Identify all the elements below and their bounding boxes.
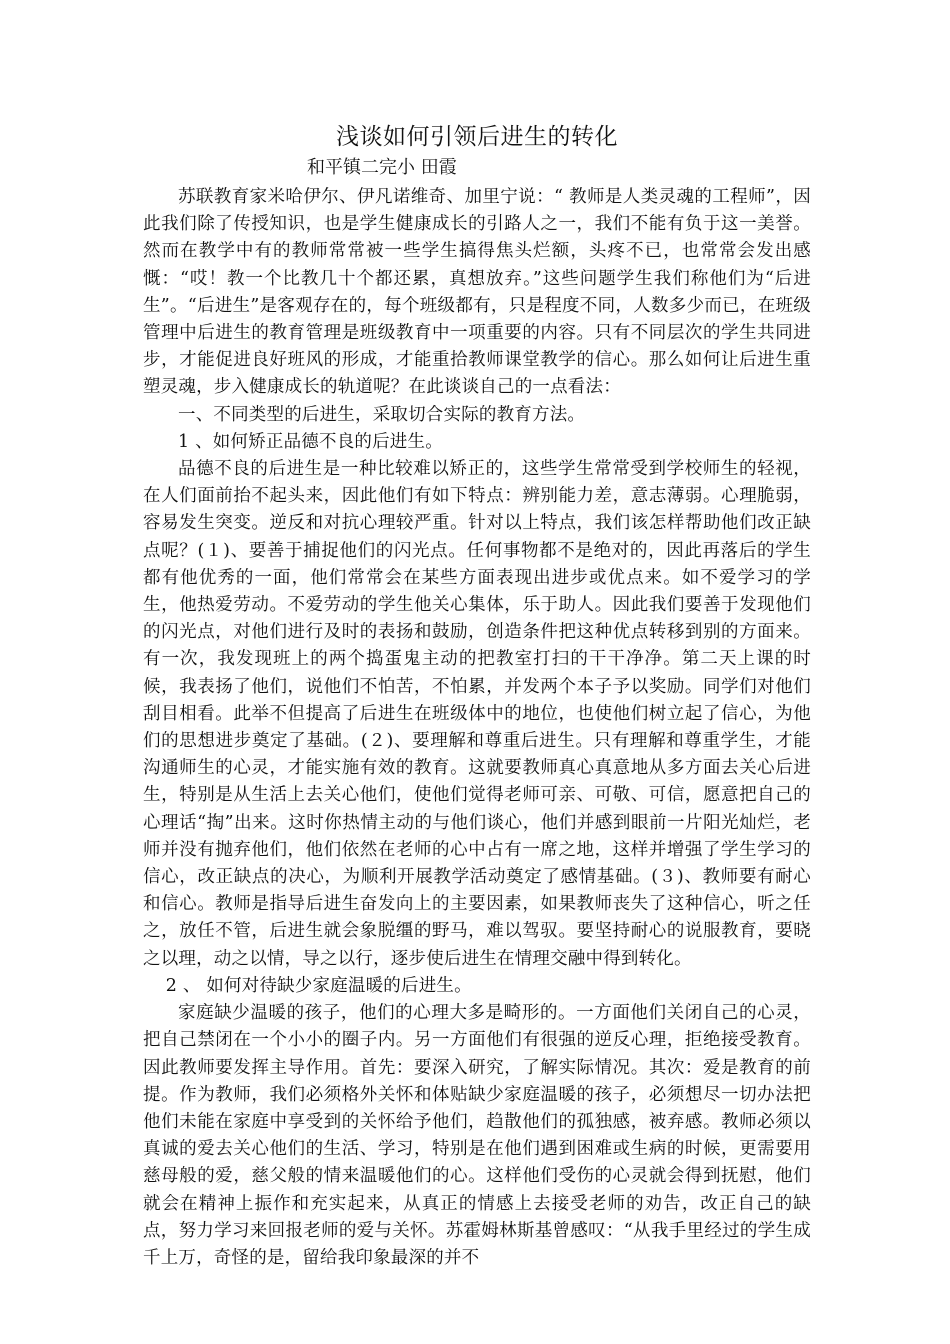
- author-byline: 和平镇二完小 田霞: [307, 157, 457, 178]
- item-1-paragraph: 品德不良的后进生是一种比较难以矫正的，这些学生常常受到学校师生的轻视，在人们面前抬不起头来，因此他们有如下特点：辨别能力差，意志薄弱。心理脆弱，容易发生突变。逆反和对抗心理较严重。针对以上特点，我们该怎样帮助他们改正缺点呢？(１)、要善于捕捉他们的闪光点。任何事物都不是绝对的，因此再落后的学生都有他优秀的一面，他们常常会在某些方面表现出进步或优点来。如不爱学习的学生，他热爱劳动。不爱劳动的学生他关心集体，乐于助人。因此我们要善于发现他们的闪光点，对他们进行及时的表扬和鼓励，创造条件把这种优点转移到别的方面来。有一次，我发现班上的两个捣蛋鬼主动的把教室打扫的干干净净。第二天上课的时候，我表扬了他们，说他们不怕苦，不怕累，并发两个本子予以奖励。同学们对他们刮目相看。此举不但提高了后进生在班级体中的地位，也使他们树立起了信心，为他们的思想进步奠定了基础。(２)、要理解和尊重后进生。只有理解和尊重学生，才能沟通师生的心灵，才能实施有效的教育。这就要教师真心真意地从多方面去关心后进生，特别是从生活上去关心他们，使他们觉得老师可亲、可敬、可信，愿意把自己的心理话“掏”出来。这时你热情主动的与他们谈心，他们并感到眼前一片阳光灿烂，老师并没有抛弃他们，他们依然在老师的心中占有一席之地，这样并增强了学生学习的信心，改正缺点的决心，为顺利开展教学活动奠定了感情基础。(３)、教师要有耐心和信心。教师是指导后进生奋发向上的主要因素，如果教师丧失了这种信心，听之任之，放任不管，后进生就会象脱缰的野马，难以驾驭。要坚持耐心的说服教育，要晓之以理，动之以情，导之以行，逐步使后进生在情理交融中得到转化。: [143, 459, 811, 969]
- section-1-heading: 一、不同类型的后进生，采取切合实际的教育方法。: [178, 404, 586, 425]
- item-1-heading: 1 、如何矫正品德不良的后进生。: [178, 431, 443, 452]
- document-title: 浅谈如何引领后进生的转化: [336, 124, 618, 150]
- item-2-paragraph: 家庭缺少温暖的孩子，他们的心理大多是畸形的。一方面他们关闭自己的心灵，把自己禁闭在一个小小的圈子内。另一方面他们有很强的逆反心理，拒绝接受教育。因此教师要发挥主导作用。首先：要深入研究，了解实际情况。其次：爱是教育的前提。作为教师，我们必须格外关怀和体贴缺少家庭温暖的孩子，必须想尽一切办法把他们未能在家庭中享受到的关怀给予他们，趋散他们的孤独感，被弃感。教师必须以真诚的爱去关心他们的生活、学习，特别是在他们遇到困难或生病的时候，更需要用慈母般的爱，慈父般的情来温暖他们的心。这样他们受伤的心灵就会得到抚慰，他们就会在精神上振作和充实起来，从真正的情感上去接受老师的劝告，改正自己的缺点，努力学习来回报老师的爱与关怀。苏霍姆林斯基曾感叹：“从我手里经过的学生成千上万，奇怪的是，留给我印象最深的并不: [143, 1003, 811, 1268]
- intro-paragraph: 苏联教育家米哈伊尔、伊凡诺维奇、加里宁说：“ 教师是人类灵魂的工程师”，因此我们除了传授知识，也是学生健康成长的引路人之一，我们不能有负于这一美誉。然而在教学中有的教师常常被一些学生搞得焦头烂额，头疼不已，也常常会发出感慨：“哎！教一个比教几十个都还累，真想放弃。”这些问题学生我们称他们为“后进生”。“后进生”是客观存在的，每个班级都有，只是程度不同，人数多少而已，在班级管理中后进生的教育管理是班级教育中一项重要的内容。只有不同层次的学生共同进步，才能促进良好班风的形成，才能重拾教师课堂教学的信心。那么如何让后进生重塑灵魂，步入健康成长的轨道呢？在此谈谈自己的一点看法：: [143, 187, 811, 398]
- document-body: [143, 120, 811, 1272]
- item-2-heading: 2 、 如何对待缺少家庭温暖的后进生。: [165, 975, 472, 996]
